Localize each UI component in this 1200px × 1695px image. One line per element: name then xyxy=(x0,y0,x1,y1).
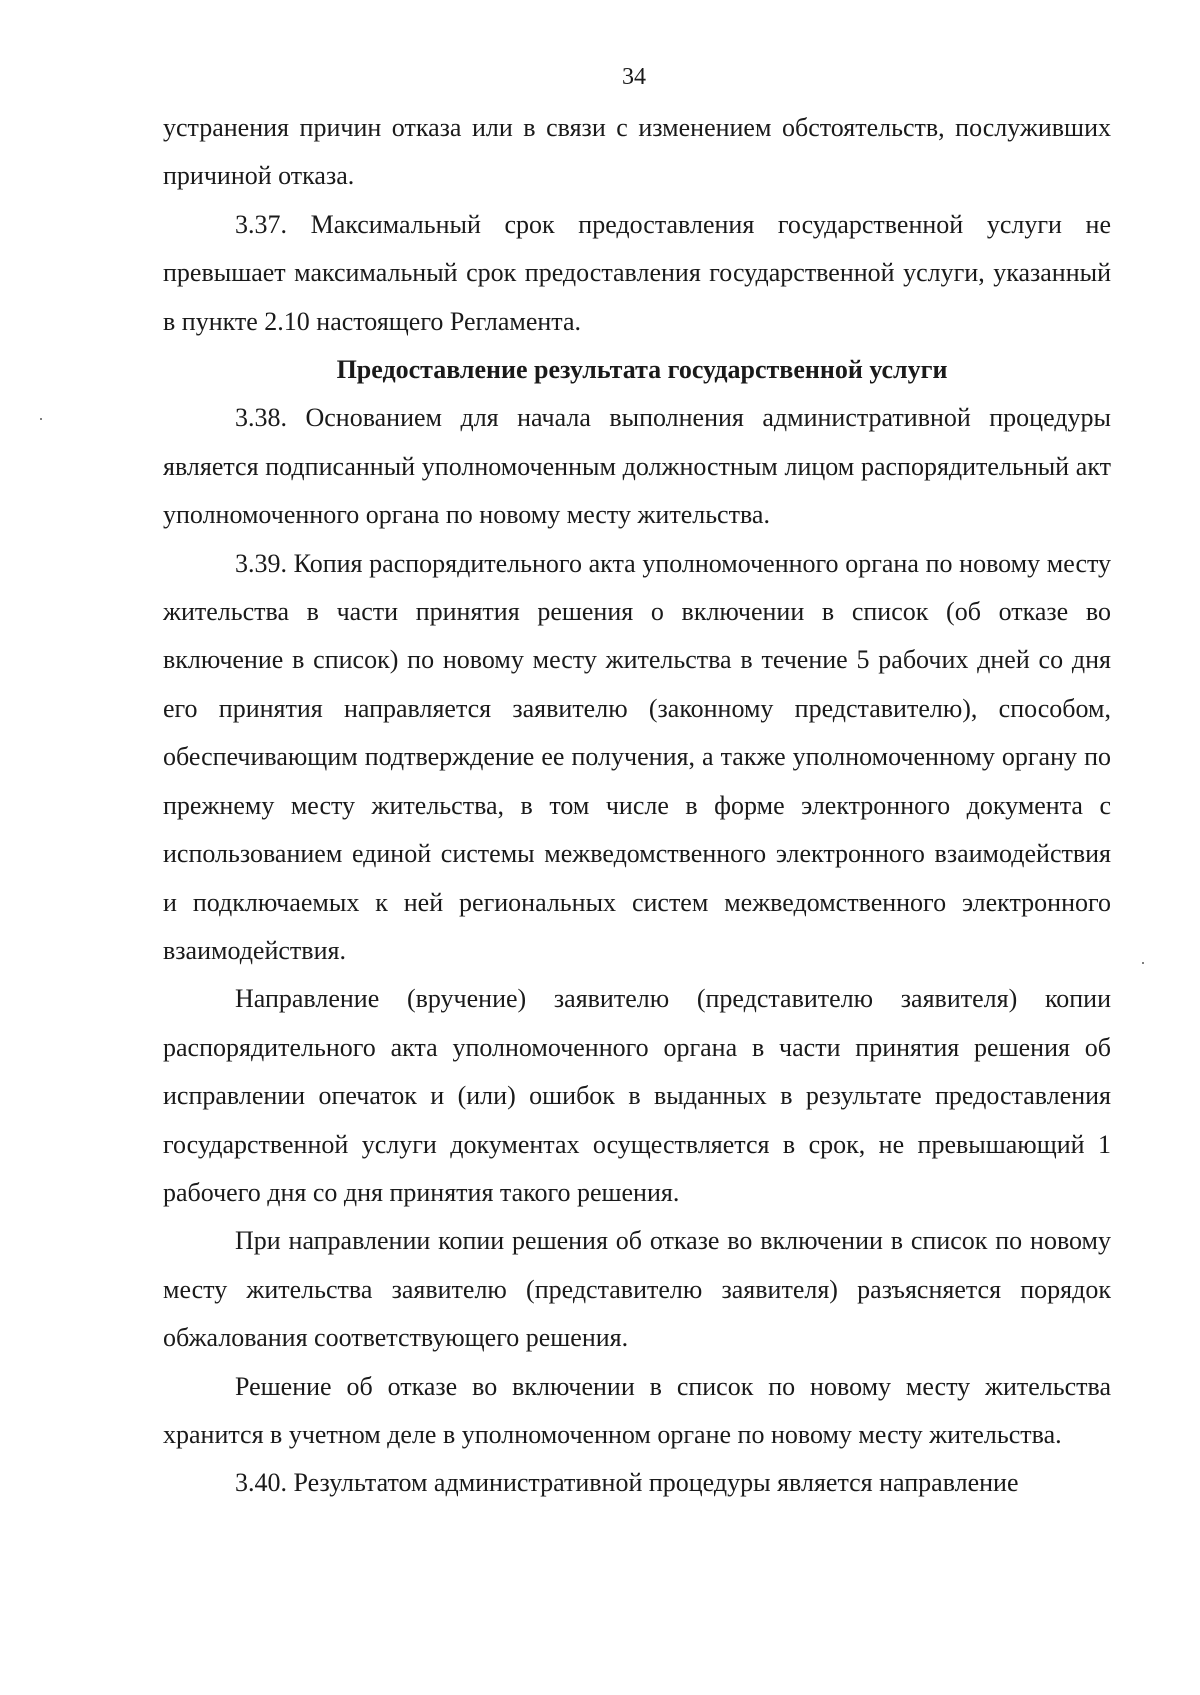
paragraph-refusal-notice: При направлении копии решения об отказе во включении в список по новому месту жительства заявителю (представителю заявителя) разъясняется порядок обжалования соответствующего решения. xyxy=(163,1226,1111,1353)
section-heading: Предоставление результата государственной услуги xyxy=(336,355,948,385)
paragraph-3-38: 3.38. Основанием для начала выполнения административной процедуры является подписанный уполномоченным должностным лицом распорядительный акт уполномоченного органа по новому месту жительства. xyxy=(163,403,1111,530)
paragraph-3-37: 3.37. Максимальный срок предоставления государственной услуги не превышает максимальный срок предоставления государственной услуги, указанный в пункте 2.10 настоящего Регламента. xyxy=(163,209,1111,336)
scan-speck xyxy=(40,418,42,420)
scan-speck xyxy=(1142,962,1144,964)
paragraph-3-39: 3.39. Копия распорядительного акта уполномоченного органа по новому месту жительства в части принятия решения о включении в список (об отказе во включение в список) по новому месту жительства в течение 5 рабочих дней со дня его принятия направляется заявителю (законному представителю), способом, обеспечивающим подтверждение ее получения, а также уполномоченному органу по прежнему месту жительства, в том числе в форме электронного документа с использованием единой системы межведомственного электронного взаимодействия и подключаемых к ней региональных систем межведомственного электронного взаимодействия. xyxy=(163,548,1111,965)
paragraph-continuation: устранения причин отказа или в связи с изменением обстоятельств, послуживших причиной отказа. xyxy=(163,113,1111,191)
paragraph-3-40: 3.40. Результатом административной процедуры является направление xyxy=(235,1468,1019,1498)
page-number: 34 xyxy=(622,64,646,90)
paragraph-delivery: Направление (вручение) заявителю (представителю заявителя) копии распорядительного акта уполномоченного органа в части принятия решения об исправлении опечаток и (или) ошибок в выданных в результате предоставления государственной услуги документах осуществляется в срок, не превышающий 1 рабочего дня со дня принятия такого решения. xyxy=(163,984,1111,1207)
document-body xyxy=(163,104,1111,1508)
paragraph-refusal-storage: Решение об отказе во включении в список по новому месту жительства хранится в учетном деле в уполномоченном органе по новому месту жительства. xyxy=(163,1371,1111,1449)
